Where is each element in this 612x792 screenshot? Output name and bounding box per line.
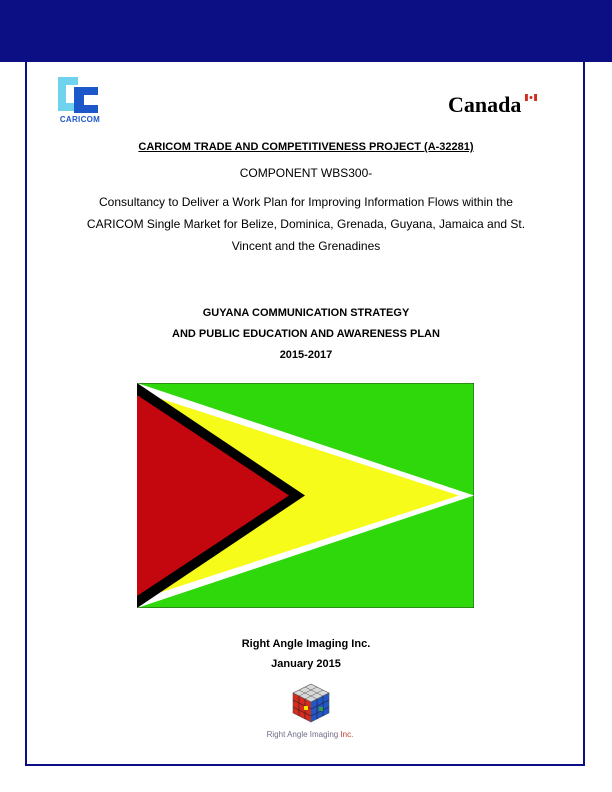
canada-wordmark: Canada bbox=[448, 92, 522, 117]
top-banner bbox=[0, 0, 612, 62]
strategy-title-line: GUYANA COMMUNICATION STRATEGY bbox=[202, 307, 410, 319]
consultancy-line: Vincent and the Grenadines bbox=[231, 239, 381, 253]
guyana-flag bbox=[137, 383, 474, 608]
caricom-logo-text: CARICOM bbox=[59, 115, 101, 124]
rubiks-cube-logo bbox=[291, 682, 331, 724]
strategy-years: 2015-2017 bbox=[279, 349, 333, 361]
consultancy-description bbox=[60, 191, 552, 257]
footer-block bbox=[60, 634, 552, 674]
rai-logo-text bbox=[250, 730, 370, 739]
strategy-title-line: AND PUBLIC EDUCATION AND AWARENESS PLAN bbox=[172, 328, 440, 340]
company-name: Right Angle Imaging Inc. bbox=[241, 638, 371, 650]
report-date: January 2015 bbox=[271, 658, 341, 670]
strategy-title bbox=[60, 303, 552, 366]
consultancy-line: Consultancy to Deliver a Work Plan for Improving Information Flows within the bbox=[99, 195, 513, 209]
rai-logo-suffix: Inc. bbox=[340, 730, 354, 739]
rai-logo-main: Right Angle Imaging bbox=[266, 730, 341, 739]
consultancy-line: CARICOM Single Market for Belize, Dominica, Grenada, Guyana, Jamaica and St. bbox=[86, 217, 526, 231]
component-label: COMPONENT WBS300- bbox=[239, 166, 373, 180]
canada-flag-icon bbox=[525, 94, 537, 101]
project-title: CARICOM TRADE AND COMPETITIVENESS PROJECT (A-32281) bbox=[138, 141, 474, 153]
